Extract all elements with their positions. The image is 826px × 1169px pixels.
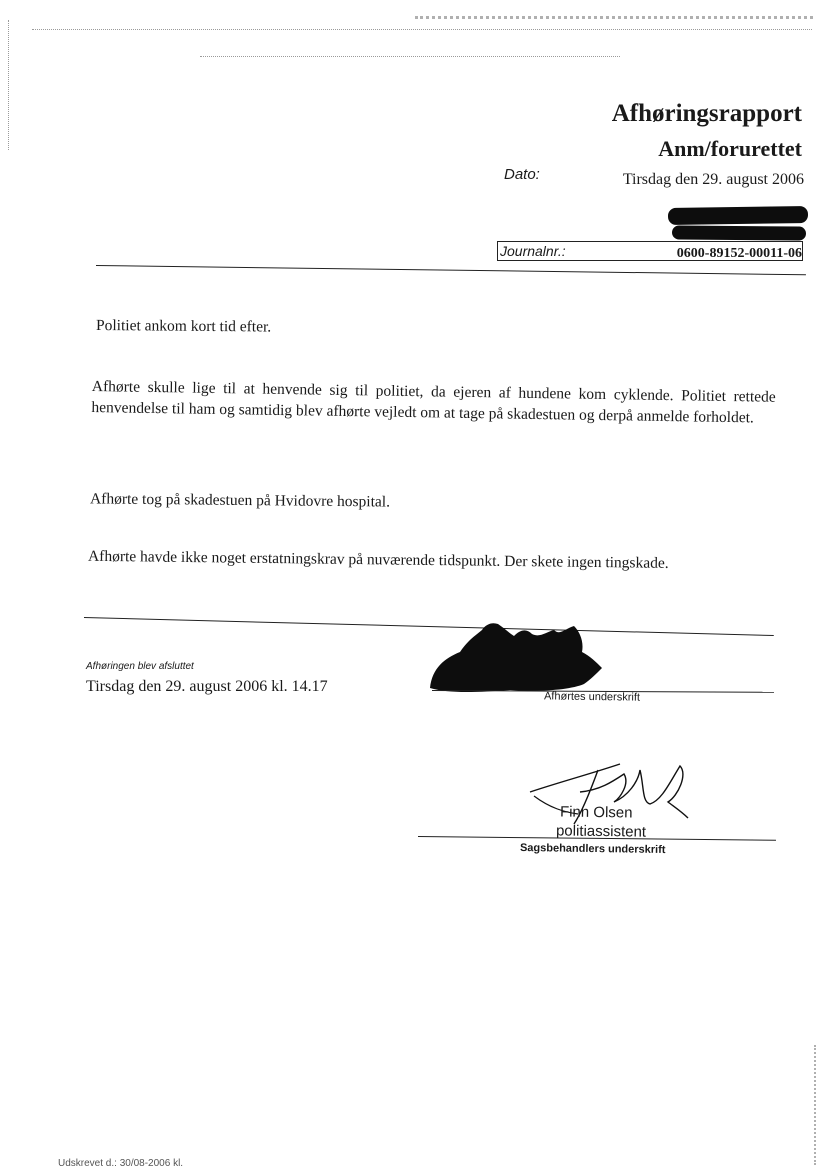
redaction-bar	[672, 225, 806, 240]
officer-title: politiassistent	[555, 822, 647, 841]
redaction-bar	[668, 206, 808, 225]
paragraph: Afhørte havde ikke noget erstatningskrav på nuværende tidspunkt. Der skete ingen tingskade.	[87, 547, 669, 572]
paragraph: Afhørte tog på skadestuen på Hvidovre hospital.	[89, 490, 391, 511]
witness-signature-label: Afhørtes underskrift	[543, 690, 641, 704]
document-title: Afhøringsrapport	[611, 100, 802, 127]
paragraph: Afhørte skulle lige til at henvende sig til politiet, da ejeren af hundene kom cyklende. Politiet rettede henvendelse til ham og samtidig blev afhørte vejledt om at tage på skadestuen og derpå anmelde forholdet.	[91, 377, 776, 427]
document-subtitle: Anm/forurettet	[658, 136, 802, 161]
header-divider	[96, 265, 806, 275]
scan-edge-left	[8, 20, 9, 150]
redacted-signature	[420, 618, 610, 698]
officer-name: Finn Olsen	[559, 803, 633, 822]
scan-edge-top	[415, 16, 813, 19]
officer-signature-label: Sagsbehandlers underskrift	[519, 841, 666, 857]
scan-edge-right	[814, 1045, 816, 1165]
print-footer: Udskrevet d.: 30/08-2006 kl.	[58, 1158, 184, 1169]
journal-label: Journalnr.:	[500, 243, 566, 259]
concluded-label: Afhøringen blev afsluttet	[86, 661, 194, 672]
concluded-timestamp: Tirsdag den 29. august 2006 kl. 14.17	[86, 678, 328, 695]
date-label: Dato:	[504, 166, 540, 183]
paragraph: Politiet ankom kort tid efter.	[95, 316, 272, 336]
journal-number: 0600-89152-00011-06	[676, 246, 802, 261]
scan-edge-line	[32, 29, 812, 30]
scan-edge-line	[200, 56, 620, 57]
date-value: Tirsdag den 29. august 2006	[622, 171, 804, 188]
